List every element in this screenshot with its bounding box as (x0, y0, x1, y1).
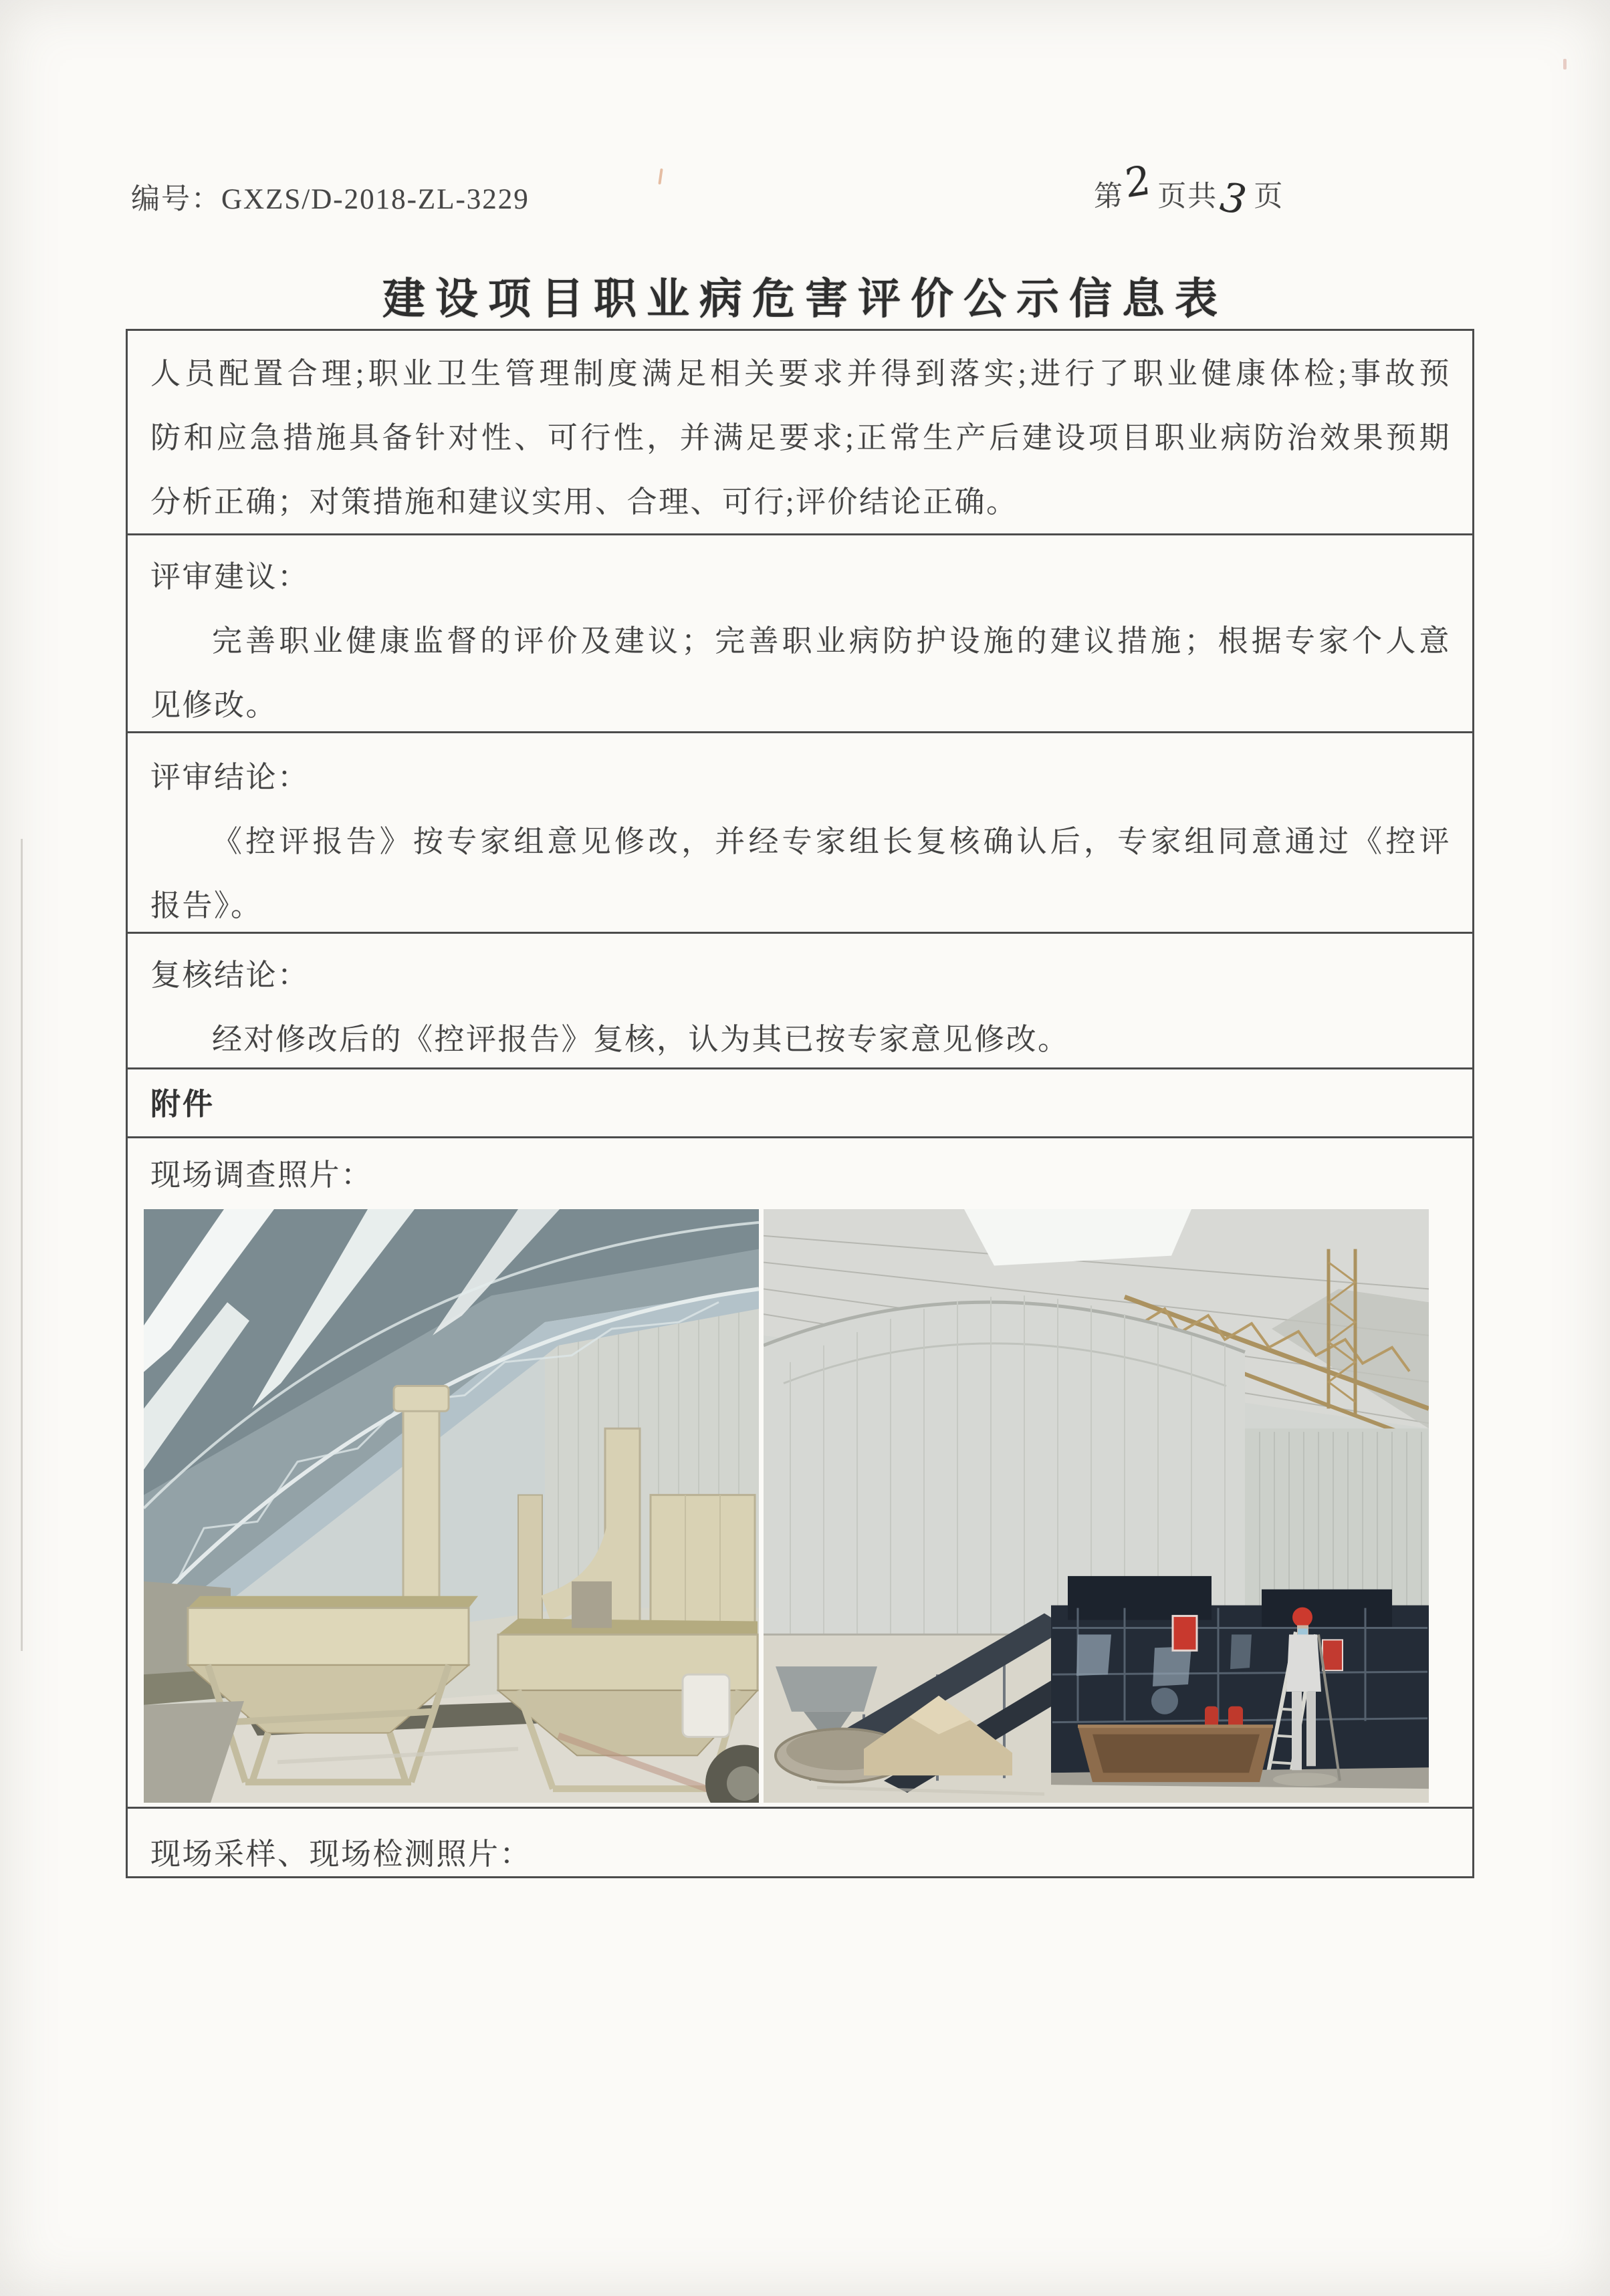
row-text-line: 经对修改后的《控评报告》复核，认为其已按专家意见修改。 (212, 1023, 1070, 1056)
table-row-attachment (128, 1069, 1472, 1138)
site-photo-workshop-hoppers (144, 1209, 759, 1803)
row-text-line: 《控评报告》按专家组意见修改，并经专家组长复核确认后，专家组同意通过《控评 (212, 825, 1451, 858)
table-row-review-conclusion (128, 733, 1472, 934)
page-number (1094, 156, 1284, 225)
scan-artifact-speck (1563, 59, 1567, 70)
row-text-line: 见修改。 (150, 688, 278, 722)
table-row-summary (128, 331, 1472, 535)
summary-line: 人员配置合理;职业卫生管理制度满足相关要求并得到落实;进行了职业健康体检;事故预 (150, 357, 1451, 390)
photo-strip (144, 1209, 1472, 1803)
handwritten-total-pages: 3 (1213, 174, 1255, 225)
row-label: 复核结论： (150, 959, 310, 992)
site-sampling-label: 现场采样、现场检测照片： (150, 1837, 532, 1871)
row-label: 评审建议： (150, 560, 310, 594)
page-number-prefix: 第 (1094, 181, 1124, 213)
row-text-line: 完善职业健康监督的评价及建议；完善职业病防护设施的建议措施；根据专家个人意 (212, 624, 1451, 658)
row-label: 评审结论： (150, 761, 310, 794)
info-table (126, 329, 1474, 1878)
page-header (131, 156, 1490, 241)
document-number: 编号：GXZS/D-2018-ZL-3229 (131, 184, 530, 215)
table-row-recheck-conclusion (128, 934, 1472, 1069)
table-row-site-survey-photos (128, 1138, 1472, 1809)
page-number-suffix: 页 (1254, 181, 1284, 213)
page-number-infix: 页共 (1157, 181, 1218, 213)
table-row-review-suggestion (128, 535, 1472, 733)
scan-artifact-line (21, 839, 23, 1651)
row-text-line: 报告》。 (150, 889, 263, 922)
summary-line: 分析正确；对策措施和建议实用、合理、可行;评价结论正确。 (150, 485, 1018, 519)
site-photo-sand-plant-worker (764, 1209, 1429, 1803)
handwritten-current-page: 2 (1123, 156, 1154, 208)
summary-line: 防和应急措施具备针对性、可行性，并满足要求;正常生产后建设项目职业病防治效果预期 (150, 421, 1451, 455)
document-title: 建设项目职业病危害评价公示信息表 (382, 275, 1228, 323)
site-survey-label: 现场调查照片： (150, 1158, 373, 1192)
attachment-label: 附件 (150, 1087, 215, 1121)
table-row-site-sampling-photos (128, 1809, 1472, 1876)
